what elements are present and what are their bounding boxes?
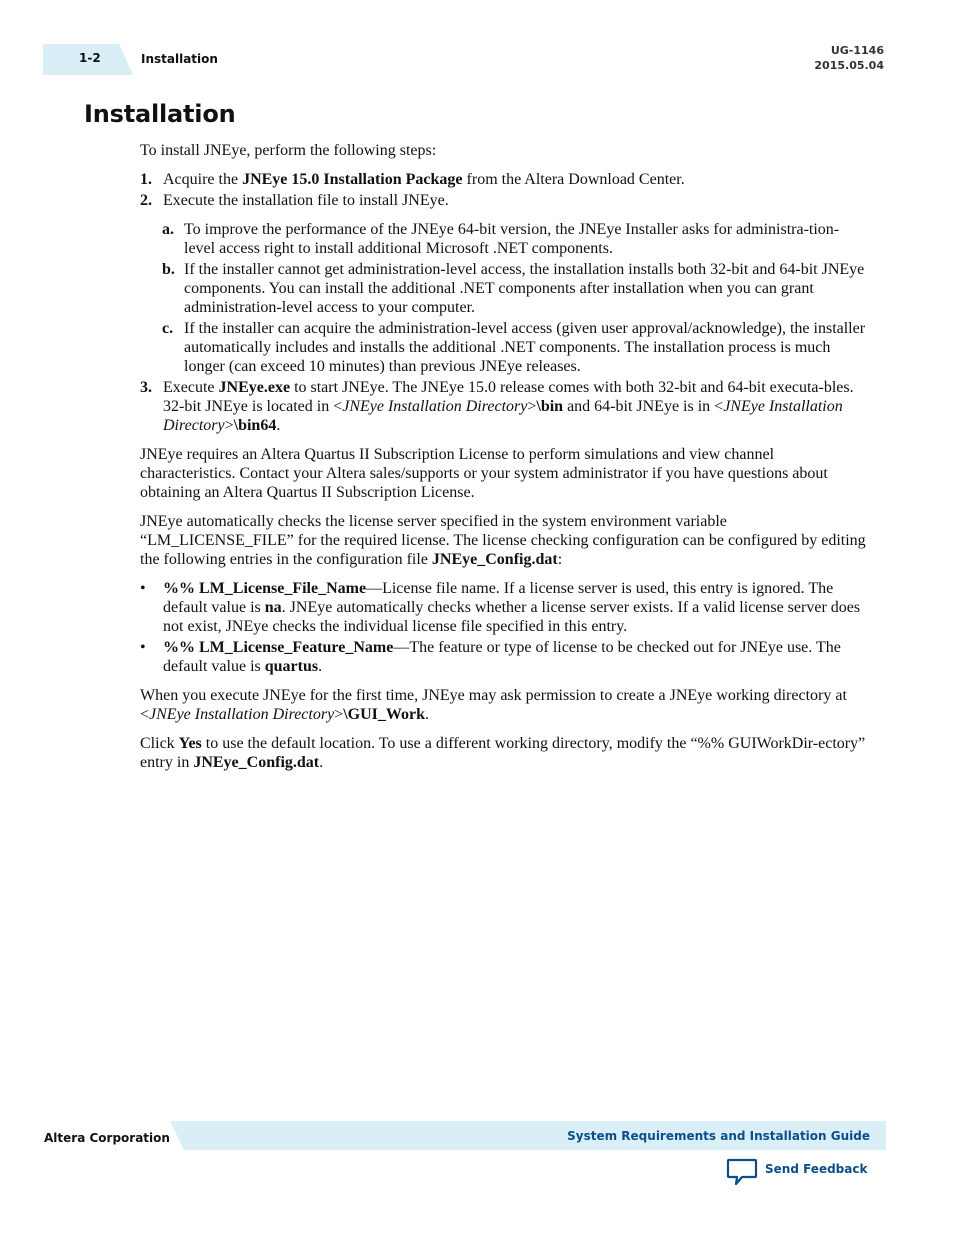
package-name: JNEye 15.0 Installation Package: [242, 171, 463, 188]
default-value: quartus: [264, 658, 319, 675]
speech-bubble-icon: [726, 1158, 758, 1186]
doc-date: 2015.05.04: [814, 59, 884, 72]
click-text: .: [319, 754, 324, 771]
step-number: 2.: [140, 192, 152, 209]
page-title: Installation: [84, 100, 236, 128]
step-3: [140, 378, 870, 435]
install-dir: JNEye Installation Directory: [342, 398, 528, 415]
entry-text: .: [318, 658, 323, 675]
workdir-paragraph: [140, 686, 870, 724]
substep-c: [140, 319, 870, 376]
send-feedback-link[interactable]: [726, 1158, 867, 1188]
substep-letter: c.: [162, 320, 174, 337]
bullet-license-feature-name: [140, 638, 870, 676]
step-text: and 64-bit JNEye is in <: [563, 398, 724, 415]
step-1: [140, 170, 870, 189]
header-section: Installation: [141, 52, 218, 66]
substep-text: If the installer can acquire the administration-level access (given user approval/acknowledge), the installer automatically includes and installs the additional .NET components. The installation process is much longer (can exceed 10 minutes) than previous JNEye releases.: [184, 320, 866, 375]
substep-text: To improve the performance of the JNEye 64-bit version, the JNEye Installer asks for administra-tion-level access right to install additional Microsoft .NET components.: [184, 221, 840, 257]
step-text: >: [527, 398, 537, 415]
install-dir: JNEye Installation Directory: [149, 706, 335, 723]
workdir-text: When you execute JNEye for the first time, JNEye may ask permission to create a JNEye working directory at <: [140, 687, 847, 723]
bullet-marker: •: [140, 580, 146, 597]
bin64-path: \bin64: [233, 417, 277, 434]
send-feedback-label: Send Feedback: [765, 1162, 868, 1176]
step-text: Execute the installation file to install JNEye.: [163, 192, 449, 209]
config-paragraph: [140, 512, 870, 569]
entry-text: —License file name. If a license server is used, this entry is ignored. The default value is: [163, 580, 834, 616]
doc-id-block: [814, 43, 884, 73]
config-text: :: [557, 551, 563, 568]
substep-b: [140, 260, 870, 317]
bullet-license-file-name: [140, 579, 870, 636]
step-text: Acquire the: [163, 171, 243, 188]
step-number: 1.: [140, 171, 152, 188]
substep-text: If the installer cannot get administration-level access, the installation installs both 32-bit and 64-bit JNEye components. You can install the additional .NET components after installation when you can grant administration-level access to your computer.: [184, 261, 865, 316]
step-text: from the Altera Download Center.: [462, 171, 685, 188]
doc-id: UG-1146: [830, 44, 884, 57]
entry-text: . JNEye automatically checks whether a license server exists. If a valid license server does not exist, JNEye checks the individual license file specified in this entry.: [163, 599, 861, 635]
config-file: JNEye_Config.dat: [193, 754, 320, 771]
substep-letter: b.: [162, 261, 175, 278]
click-text: Click: [140, 735, 179, 752]
step-text: .: [276, 417, 281, 434]
click-paragraph: [140, 734, 870, 772]
substep-a: [140, 220, 870, 258]
content: [140, 141, 870, 772]
footer-company: Altera Corporation: [44, 1131, 170, 1145]
exe-name: JNEye.exe: [218, 379, 291, 396]
entry-name: %% LM_License_Feature_Name: [163, 639, 394, 656]
entry-name: %% LM_License_File_Name: [163, 580, 367, 597]
step-number: 3.: [140, 379, 152, 396]
footer-guide-link[interactable]: System Requirements and Installation Guide: [567, 1129, 870, 1143]
config-file: JNEye_Config.dat: [431, 551, 558, 568]
step-2: [140, 191, 870, 210]
workdir-text: >: [334, 706, 344, 723]
click-text: to use the default location. To use a different working directory, modify the “%% GUIWorkDir-ectory” entry in: [140, 735, 866, 771]
gui-work-path: \GUI_Work: [343, 706, 425, 723]
yes-label: Yes: [178, 735, 202, 752]
default-value: na: [264, 599, 282, 616]
substep-letter: a.: [162, 221, 174, 238]
step-text: Execute: [163, 379, 219, 396]
install-dir: JNEye Installation Directory: [163, 398, 843, 434]
page-number: 1-2: [79, 51, 101, 65]
license-paragraph: JNEye requires an Altera Quartus II Subscription License to perform simulations and view channel characteristics. Contact your Altera sales/supports or your system administrator if you have questions about obtaining an Altera Quartus II Subscription License.: [140, 446, 828, 501]
intro-paragraph: To install JNEye, perform the following steps:: [140, 142, 437, 159]
bullet-marker: •: [140, 639, 146, 656]
step-text: >: [224, 417, 234, 434]
config-text: JNEye automatically checks the license server specified in the system environment variable “LM_LICENSE_FILE” for the required license. The license checking configuration can be configured by editing the following entries in the configuration file: [140, 513, 866, 568]
entry-text: —The feature or type of license to be checked out for JNEye use. The default value is: [163, 639, 841, 675]
workdir-text: .: [425, 706, 429, 723]
step-text: to start JNEye. The JNEye 15.0 release comes with both 32-bit and 64-bit executa-bles. 32-bit JNEye is located in <: [163, 379, 854, 415]
bin-path: \bin: [536, 398, 564, 415]
